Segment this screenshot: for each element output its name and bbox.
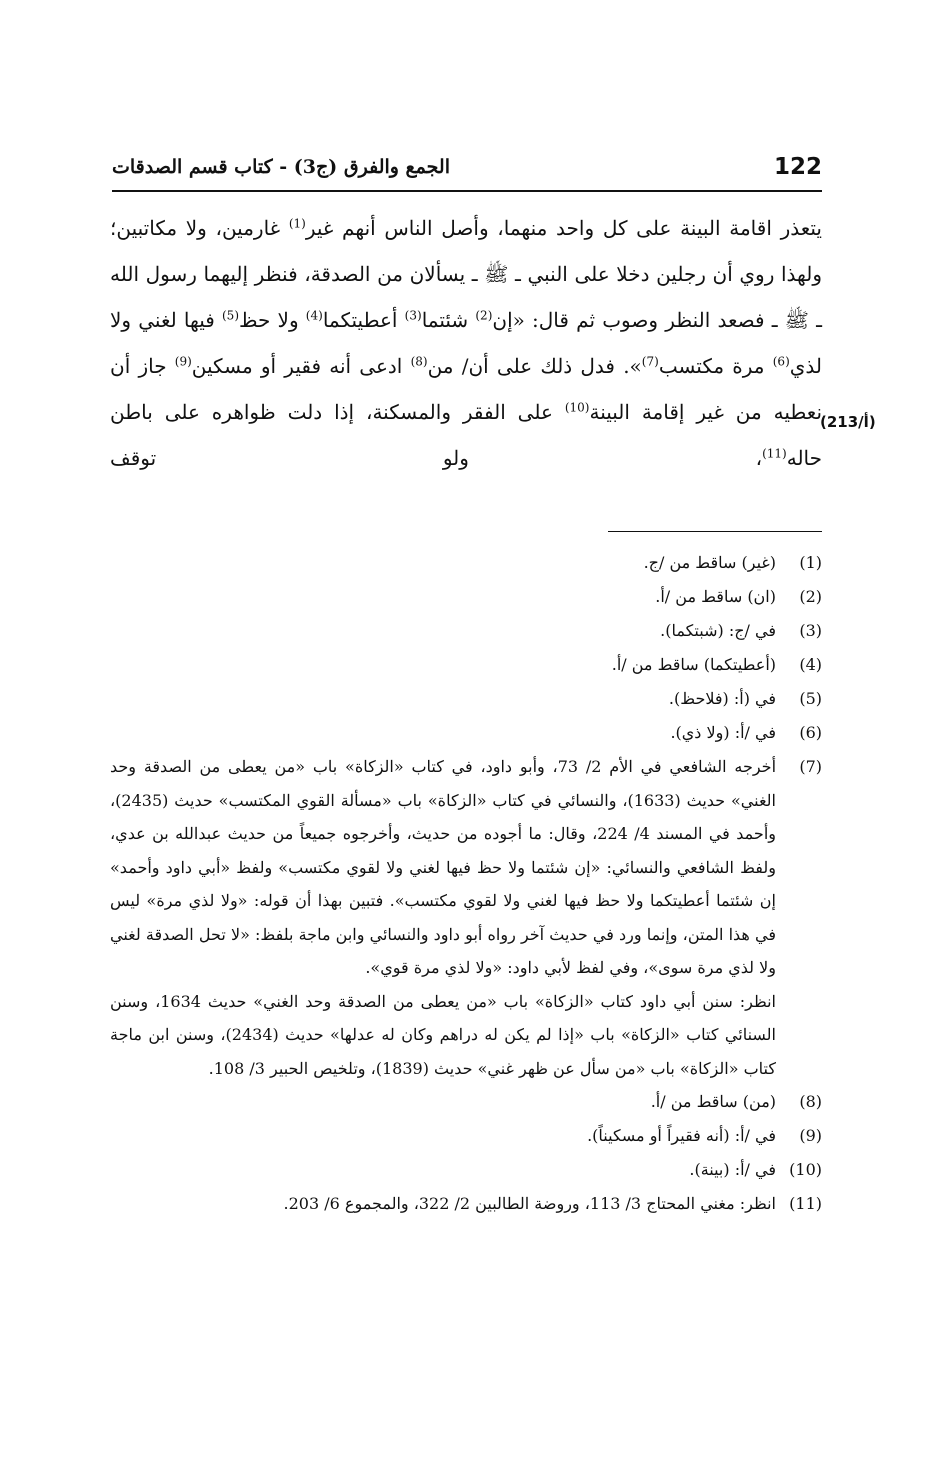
footnote-text: في /أ: (ولا ذي). bbox=[670, 723, 776, 742]
footnote-text: (أعطيتكما) ساقط من /أ. bbox=[611, 655, 776, 674]
footnote-ref[interactable]: (8) bbox=[410, 354, 428, 369]
footnote-number: (6) bbox=[799, 723, 822, 742]
running-title: الجمع والفرق (ج3) - كتاب قسم الصدقات bbox=[112, 156, 450, 178]
footnote-item bbox=[110, 580, 822, 614]
footnote-item bbox=[110, 546, 822, 580]
footnote-item bbox=[110, 1085, 822, 1119]
footnote-text: في (أ: (فلاحظ). bbox=[668, 689, 776, 708]
footnote-text: (ان) ساقط من /أ. bbox=[655, 587, 776, 606]
text-run: جاز أن نعطيه من غير إقامة البينة bbox=[110, 354, 823, 424]
footnote-item bbox=[110, 1119, 822, 1153]
footnote-number: (3) bbox=[799, 621, 822, 640]
footnote-number: (11) bbox=[789, 1194, 822, 1213]
footnote-ref[interactable]: (10) bbox=[564, 400, 590, 415]
footnotes-list bbox=[110, 546, 822, 1221]
text-run: ، ولو توقف bbox=[110, 446, 763, 470]
page-number: 122 bbox=[773, 154, 822, 180]
text-run: ادعى أنه فقير أو مسكين bbox=[191, 354, 411, 378]
footnote-number: (1) bbox=[799, 553, 822, 572]
text-run: ولا حظ bbox=[239, 308, 306, 332]
footnote-number: (10) bbox=[789, 1160, 822, 1179]
text-run: على الفقر والمسكنة، إذا دلت ظواهره على باطن حاله bbox=[110, 400, 822, 470]
footnote-number: (2) bbox=[799, 587, 822, 606]
footnote-text-part: أخرجه الشافعي في الأم 2/ 73، وأبو داود، في كتاب «الزكاة» باب «من يعطى من الصدقة وحد الغني» حديث (1633)، والنسائي في كتاب «الزكاة» باب «مسألة القوي المكتسب» حديث (2435)، وأحمد في المسند 4/ 224، وقال: ما أجوده من حديث، وأخرجوه جميعاً من حديث عبدالله بن عدي، ولفظ الشافعي والنسائي: «إن شئتما ولا حظ فيها لغني ولا لقوي مكتسب» ولفظ «أبي داود وأحمد» إن شئتما أعطيتكما ولا حظ فيها لغني ولا لقوي مكتسب». فتبين بهذا أن قوله: «ولا لذي مرة» ليس في هذا المتن، وإنما ورد في حديث آخر رواه أبو داود والنسائي وابن ماجة بلفظ: «لا تحل الصدقة لغني ولا لذي مرة سوى»، وفي لفظ لأبي داود: «ولا لذي مرة قوي». bbox=[110, 757, 777, 977]
footnote-text bbox=[110, 750, 776, 1085]
footnote-text: في /أ: (أنه فقيراً أو مسكيناً). bbox=[587, 1126, 776, 1145]
text-run: فيها لغني ولا لذي bbox=[110, 308, 822, 378]
footnote-ref[interactable]: (4) bbox=[305, 308, 323, 323]
footnote-item bbox=[110, 648, 822, 682]
footnote-item bbox=[110, 1153, 822, 1187]
footnote-number: (9) bbox=[799, 1126, 822, 1145]
footnote-text: انظر: مغني المحتاج 3/ 113، وروضة الطالبين 2/ 322، والمجموع 6/ 203. bbox=[283, 1194, 776, 1213]
footnote-text-part: انظر: سنن أبي داود كتاب «الزكاة» باب «من يعطى من الصدقة وحد الغني» حديث 1634، وسنن السنائي كتاب «الزكاة» باب «إذا لم يكن له دراهم وكان له عدلها» حديث (2434)، وسنن ابن ماجة كتاب «الزكاة» باب «من سأل عن ظهر غني» حديث (1839)، وتلخيص الحبير 3/ 108. bbox=[110, 991, 777, 1078]
footnote-item bbox=[110, 750, 822, 1085]
footnote-item bbox=[110, 614, 822, 648]
footnote-ref[interactable]: (11) bbox=[762, 446, 787, 461]
running-header bbox=[112, 150, 822, 192]
footnote-ref[interactable]: (6) bbox=[772, 354, 790, 369]
footnote-text: (غير) ساقط من /ج. bbox=[643, 553, 776, 572]
text-run: شئتما bbox=[421, 308, 476, 332]
footnote-ref[interactable]: (2) bbox=[475, 308, 493, 323]
footnote-ref[interactable]: (3) bbox=[404, 308, 422, 323]
footnote-number: (4) bbox=[799, 655, 822, 674]
footnote-separator bbox=[608, 531, 822, 532]
footnote-text: في /ج: (شبتكما). bbox=[660, 621, 776, 640]
text-run: أعطيتكما bbox=[322, 308, 405, 332]
footnote-ref[interactable]: (7) bbox=[641, 354, 659, 369]
footnote-number: (7) bbox=[799, 757, 822, 776]
main-text bbox=[110, 205, 822, 481]
footnote-number: (5) bbox=[799, 689, 822, 708]
text-run: ». فدل ذلك على أن/ من bbox=[427, 354, 642, 378]
footnote-ref[interactable]: (5) bbox=[221, 308, 239, 323]
footnote-ref[interactable]: (9) bbox=[174, 354, 192, 369]
footnote-number: (8) bbox=[799, 1092, 822, 1111]
text-run: غارمين، ولا مكاتبين؛ ولهذا روي أن رجلين دخلا على النبي ـ ﷺ ـ يسألان من الصدقة، فنظر إليهما رسول الله ـ ﷺ ـ فصعد النظر وصوب ثم قال: «إن bbox=[110, 216, 822, 332]
footnote-item bbox=[110, 682, 822, 716]
footnote-ref[interactable]: (1) bbox=[288, 216, 306, 231]
manuscript-folio-marker: (213/أ) bbox=[820, 413, 876, 431]
footnote-item bbox=[110, 1187, 822, 1221]
text-run: مرة مكتسب bbox=[658, 354, 773, 378]
footnote-text: (من) ساقط من /أ. bbox=[650, 1092, 776, 1111]
footnote-item bbox=[110, 716, 822, 750]
footnote-text: في /أ: (بينة). bbox=[689, 1160, 776, 1179]
text-run: يتعذر اقامة البينة على كل واحد منهما، وأصل الناس أنهم غير bbox=[305, 216, 822, 240]
